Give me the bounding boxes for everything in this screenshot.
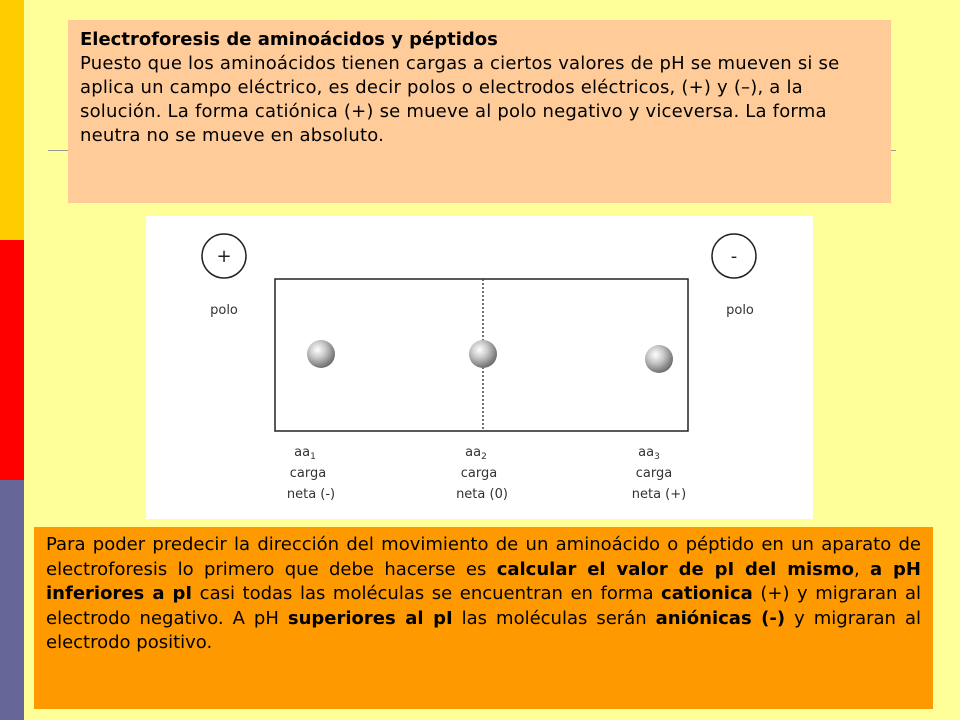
explanation-text-box xyxy=(34,527,933,709)
accent-stripe-blue xyxy=(0,480,24,720)
molecule-aa2 xyxy=(469,340,497,368)
explanation-text-3: casi todas las moléculas se encuentran en forma xyxy=(192,583,662,604)
aa2-charge-label: carga xyxy=(460,466,498,481)
explanation-bold-3: cationica xyxy=(661,583,753,604)
intro-text-box xyxy=(68,20,891,203)
molecule-aa3 xyxy=(645,345,673,373)
explanation-text-4: (+) y migraran al electrodo negativo. A pH xyxy=(46,583,921,629)
left-pole-label: polo xyxy=(210,303,238,318)
explanation-bold-4: superiores al pI xyxy=(287,607,453,629)
aa1-charge-label: carga xyxy=(289,466,327,481)
molecule-aa1 xyxy=(307,340,335,368)
aa3-net-charge: neta (+) xyxy=(631,487,687,502)
negative-pole-symbol: - xyxy=(730,246,738,267)
explanation-text-2: , xyxy=(853,558,871,580)
explanation-bold-1: calcular el valor de pI del mismo xyxy=(496,558,854,580)
aa1-net-charge: neta (-) xyxy=(286,487,336,502)
accent-stripe-red xyxy=(0,240,24,480)
intro-paragraph: Puesto que los aminoácidos tienen cargas a ciertos valores de pH se mueven si se aplica un campo eléctrico, es decir polos o electrodos eléctricos, (+) y (–), a la solución. La forma catiónica (+) se mueve al polo negativo y viceversa. La forma neutra no se mueve en absoluto. xyxy=(80,53,840,146)
electrophoresis-svg xyxy=(146,216,813,519)
slide-title: Electroforesis de aminoácidos y péptidos xyxy=(80,29,498,50)
aa3-charge-label: carga xyxy=(635,466,673,481)
explanation-text-1: Para poder predecir la dirección del movimiento de un aminoácido o péptido en un aparato de electroforesis lo primero que debe hacerse es xyxy=(46,534,921,580)
aa2-name: $aa_2$ xyxy=(465,445,487,462)
positive-pole-symbol: + xyxy=(216,246,232,267)
aa3-name: $aa_3$ xyxy=(638,445,660,462)
explanation-bold-5: aniónicas (-) xyxy=(655,607,786,629)
electrophoresis-diagram xyxy=(146,216,813,519)
explanation-bold-2: a pH inferiores a pI xyxy=(46,558,921,604)
explanation-text-6: y migraran al electrodo positivo. xyxy=(46,607,921,653)
explanation-text-5: las moléculas serán xyxy=(452,607,656,629)
aa1-name: $aa_1$ xyxy=(294,445,316,462)
aa2-net-charge: neta (0) xyxy=(456,487,508,502)
right-pole-label: polo xyxy=(726,303,754,318)
accent-stripe-yellow xyxy=(0,0,24,240)
